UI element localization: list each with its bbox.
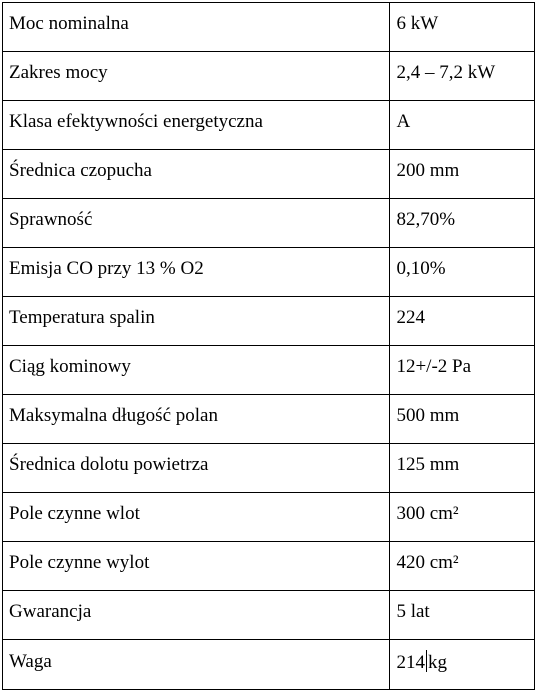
table-row: [3, 640, 535, 690]
table-row: [3, 52, 535, 101]
row-value: 300 cm²: [390, 493, 535, 542]
row-value: 6 kW: [390, 3, 535, 52]
row-label: Średnica czopucha: [3, 150, 390, 199]
row-label: Maksymalna długość polan: [3, 395, 390, 444]
table-row: [3, 346, 535, 395]
row-value: 2,4 – 7,2 kW: [390, 52, 535, 101]
value-number: 214: [396, 651, 425, 673]
row-label: Temperatura spalin: [3, 297, 390, 346]
row-value: 12+/-2 Pa: [390, 346, 535, 395]
table-row: [3, 542, 535, 591]
row-label: Ciąg kominowy: [3, 346, 390, 395]
table-row: [3, 150, 535, 199]
spec-table: [2, 2, 535, 690]
row-value: 125 mm: [390, 444, 535, 493]
row-value: 500 mm: [390, 395, 535, 444]
row-label: Gwarancja: [3, 591, 390, 640]
table-row: [3, 444, 535, 493]
row-label: Zakres mocy: [3, 52, 390, 101]
table-row: [3, 248, 535, 297]
table-row: [3, 493, 535, 542]
row-label: Klasa efektywności energetyczna: [3, 101, 390, 150]
table-row: [3, 101, 535, 150]
row-label: Sprawność: [3, 199, 390, 248]
row-label: Moc nominalna: [3, 3, 390, 52]
row-label: Pole czynne wylot: [3, 542, 390, 591]
table-row: [3, 3, 535, 52]
row-value: 200 mm: [390, 150, 535, 199]
row-value: 5 lat: [390, 591, 535, 640]
row-label: Waga: [3, 640, 390, 690]
row-label: Emisja CO przy 13 % O2: [3, 248, 390, 297]
row-label: Średnica dolotu powietrza: [3, 444, 390, 493]
table-row: [3, 297, 535, 346]
row-value: 420 cm²: [390, 542, 535, 591]
text-cursor: [426, 650, 427, 672]
value-unit: kg: [427, 651, 447, 673]
table-row: [3, 199, 535, 248]
table-row: [3, 395, 535, 444]
row-value: 224: [390, 297, 535, 346]
table-row: [3, 591, 535, 640]
row-value: 0,10%: [390, 248, 535, 297]
row-value: 82,70%: [390, 199, 535, 248]
row-value-editable[interactable]: [390, 640, 535, 690]
row-label: Pole czynne wlot: [3, 493, 390, 542]
row-value: A: [390, 101, 535, 150]
